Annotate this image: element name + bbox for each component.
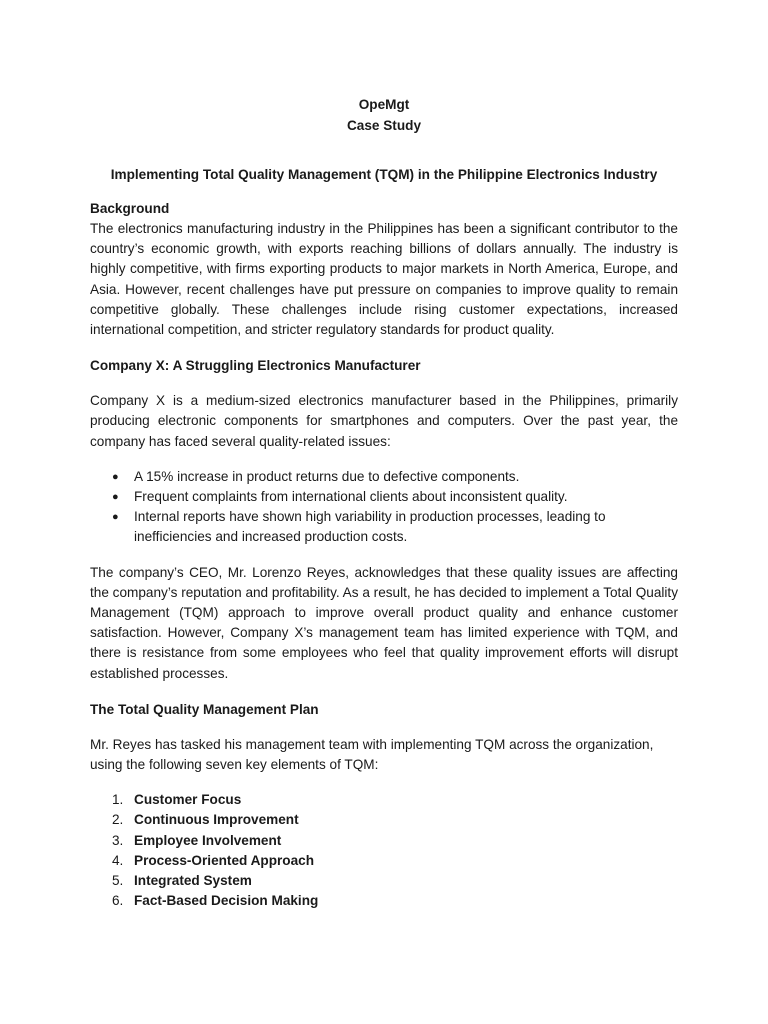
issues-list [90,467,678,548]
company-intro-paragraph: Company X is a medium-sized electronics manufacturer based in the Philippines, primarily producing electronic components for smartphones and computers. Over the past year, the company has faced several quality-related issues: [90,393,678,449]
document-type: Case Study [346,118,422,133]
issue-text: Frequent complaints from international clients about inconsistent quality. [134,489,568,505]
list-number: 2. [112,812,124,828]
list-item [90,487,678,507]
list-number: 5. [112,873,124,889]
element-label: Integrated System [134,873,252,889]
list-item [90,851,678,871]
ceo-paragraph: The company’s CEO, Mr. Lorenzo Reyes, acknowledges that these quality issues are affecting the company’s reputation and profitability. As a result, he has decided to implement a Total Quality Management (TQM) approach to improve overall product quality and enhance customer satisfaction. However, Company X’s management team has limited experience with TQM, and there is resistance from some employees who feel that quality improvement efforts will disrupt established processes. [90,564,678,681]
plan-intro-paragraph: Mr. Reyes has tasked his management team with implementing TQM across the organization, using the following seven key elements of TQM: [90,736,654,773]
list-item [90,891,678,911]
issue-text: Internal reports have shown high variability in production processes, leading to inefficiencies and increased production costs. [134,509,606,545]
list-item [90,831,678,851]
plan-heading: The Total Quality Management Plan [90,701,319,717]
list-number: 3. [112,832,124,848]
list-item [90,467,678,487]
tqm-elements-list [90,790,678,911]
background-paragraph: The electronics manufacturing industry in the Philippines has been a significant contributor to the country’s economic growth, with exports reaching billions of dollars annually. The industry is highly competitive, with firms exporting products to major markets in North America, Europe, and Asia. However, recent challenges have put pressure on companies to improve quality to remain competitive globally. These challenges include rising customer expectations, increased international competition, and stricter regulatory standards for product quality. [90,221,678,338]
bullet-icon: ● [112,470,119,483]
course-code: OpeMgt [358,97,410,112]
list-item [90,871,678,891]
bullet-icon: ● [112,511,119,524]
list-item [90,790,678,810]
document-page [90,94,678,911]
list-item [90,507,678,547]
list-number: 1. [112,792,124,808]
issue-text: A 15% increase in product returns due to defective components. [134,468,520,484]
element-label: Continuous Improvement [134,812,299,828]
list-number: 4. [112,852,124,868]
element-label: Employee Involvement [134,832,282,848]
element-label: Customer Focus [134,792,242,808]
list-number: 6. [112,893,124,909]
list-item [90,810,678,830]
background-heading: Background [90,201,170,216]
company-heading: Company X: A Struggling Electronics Manufacturer [90,358,421,374]
element-label: Process-Oriented Approach [134,852,315,868]
bullet-icon: ● [112,491,119,504]
case-title: Implementing Total Quality Management (TQM) in the Philippine Electronics Industry [110,167,658,182]
element-label: Fact-Based Decision Making [134,893,319,909]
